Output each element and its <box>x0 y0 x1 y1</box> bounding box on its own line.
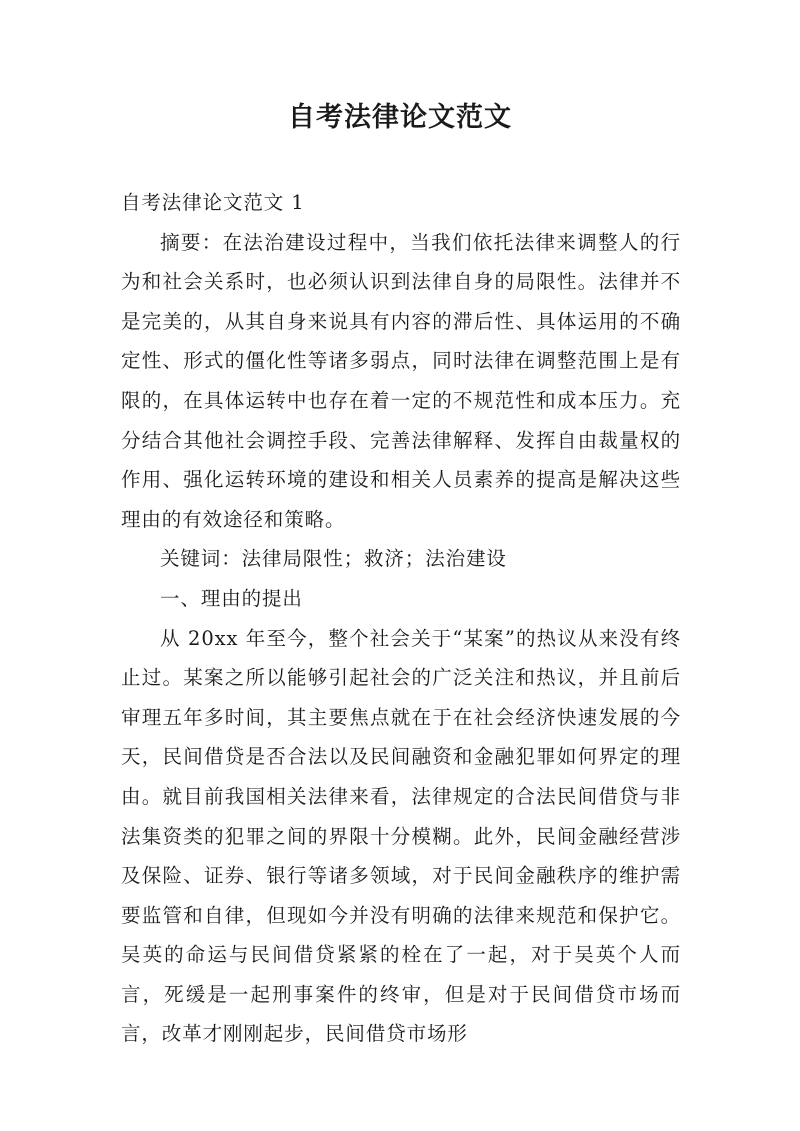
body-paragraph: 从 20xx 年至今，整个社会关于“某案”的热议从来没有终止过。某案之所以能够引起社会的广泛关注和热议，并且前后审理五年多时间，其主要焦点就在于在社会经济快速发展的今天，民间借贷是否合法以及民间融资和金融犯罪如何界定的理由。就目前我国相关法律来看，法律规定的合法民间借贷与非法集资类的犯罪之间的界限十分模糊。此外，民间金融经营涉及保险、证券、银行等诸多领域，对于民间金融秩序的维护需要监管和自律，但现如今并没有明确的法律来规范和保护它。吴英的命运与民间借贷紧紧的栓在了一起，对于吴英个人而言，死缓是一起刑事案件的终审，但是对于民间借贷市场而言，改革才刚刚起步，民间借贷市场形 <box>121 626 681 1046</box>
document-title: 自考法律论文范文 <box>288 102 512 133</box>
subheading: 一、理由的提出 <box>160 586 303 610</box>
section-heading: 自考法律论文范文 1 <box>121 191 305 214</box>
document-body <box>121 183 681 1054</box>
keywords-paragraph: 关键词：法律局限性；救济；法治建设 <box>160 547 507 571</box>
abstract-paragraph: 摘要：在法治建设过程中，当我们依托法律来调整人的行为和社会关系时，也必须认识到法律自身的局限性。法律并不是完美的，从其自身来说具有内容的滞后性、具体运用的不确定性、形式的僵化性等诸多弱点，同时法律在调整范围上是有限的，在具体运转中也存在着一定的不规范性和成本压力。充分结合其他社会调控手段、完善法律解释、发挥自由裁量权的作用、强化运转环境的建设和相关人员素养的提高是解决这些理由的有效途径和策略。 <box>121 230 681 531</box>
